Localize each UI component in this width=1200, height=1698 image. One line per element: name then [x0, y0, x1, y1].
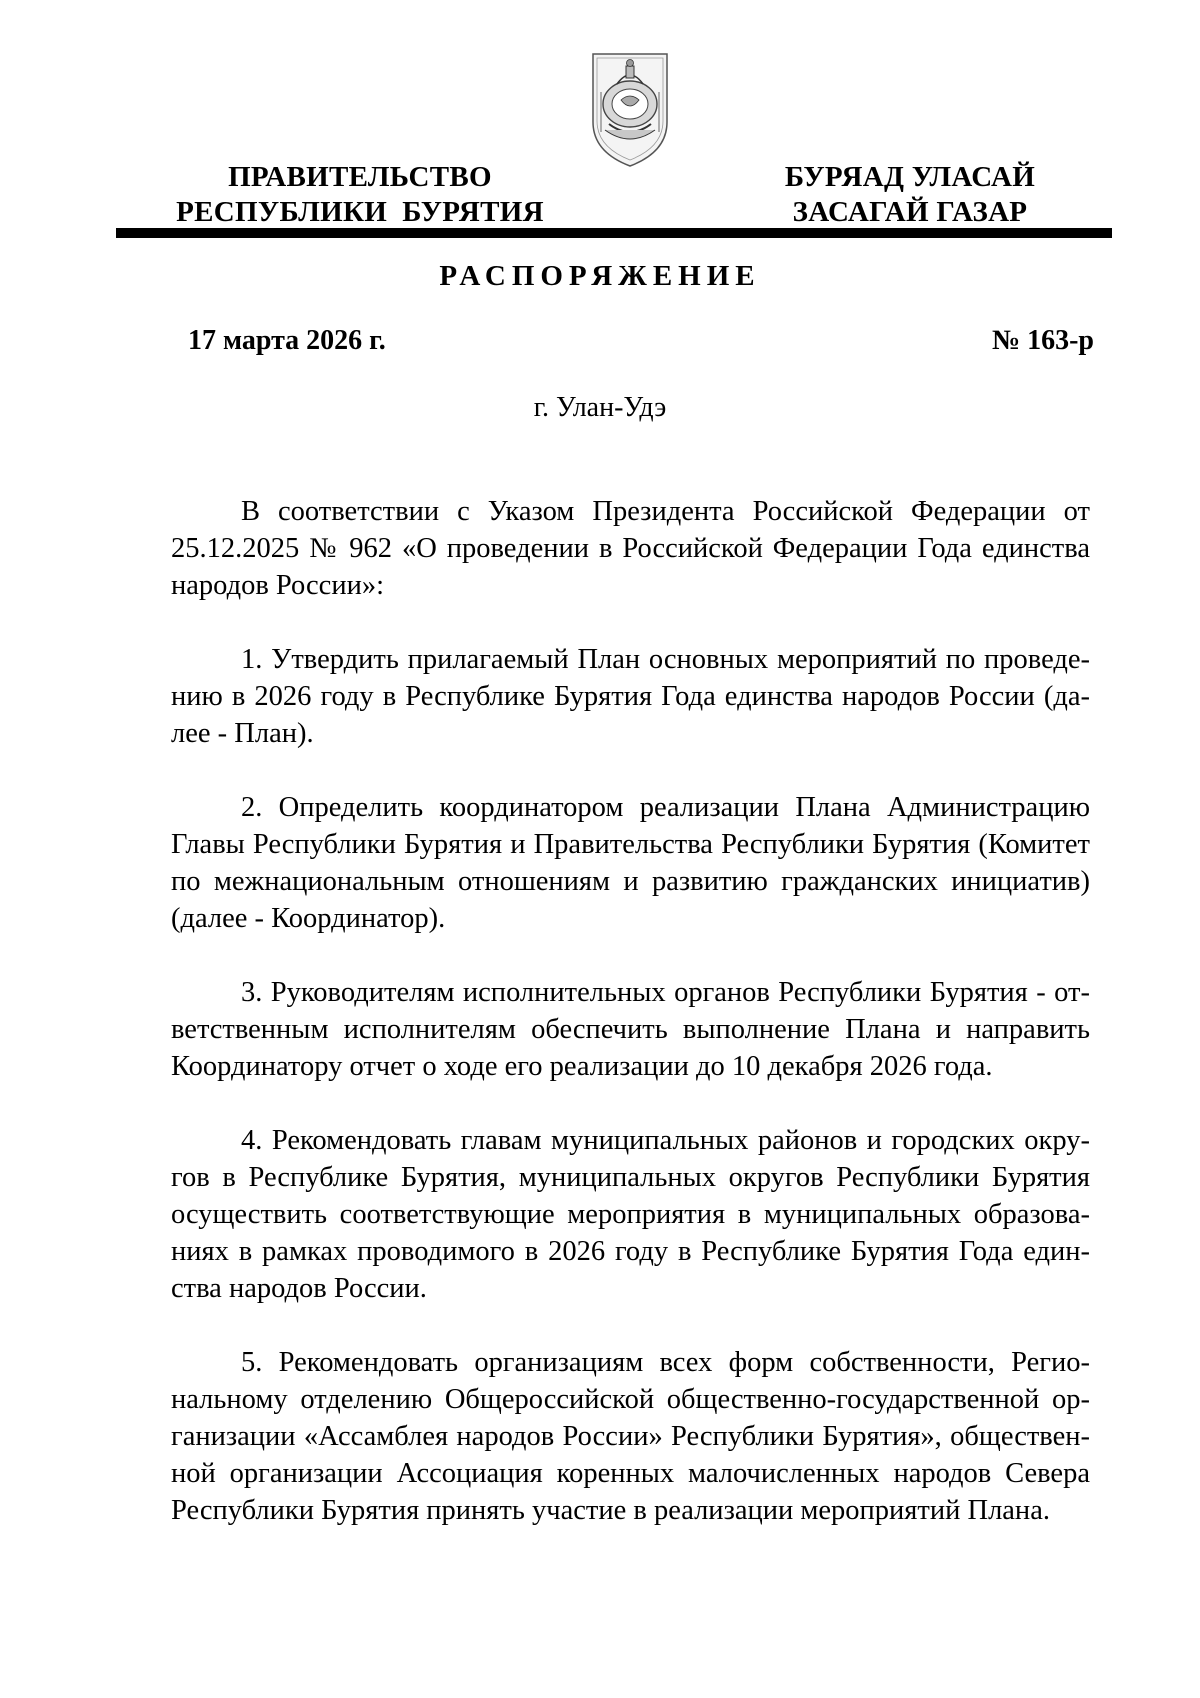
- document-type: РАСПОРЯЖЕНИЕ: [439, 260, 761, 292]
- coat-of-arms-icon: [587, 44, 673, 170]
- header-right-line-1: БУРЯАД УЛАСАЙ: [784, 161, 1036, 193]
- header-left-line-1: ПРАВИТЕЛЬСТВО: [228, 161, 492, 193]
- government-name-buryat: [740, 160, 1080, 230]
- document-body: [171, 493, 1090, 1566]
- header-right-line-2: ЗАСАГАЙ ГАЗАР: [792, 196, 1028, 228]
- paragraph-item-2: 2. Определить координатором реализации Плана Администрацию Главы Республики Бурятия и Правительства Республики Бурятия (Комитет по межнациональным отношениям и развитию гражданских инициатив) (далее - Координатор).: [171, 792, 1090, 934]
- paragraph-preamble: В соответствии с Указом Президента Российской Федерации от 25.12.2025 № 962 «О проведении в Российской Федерации Года единства народов России»:: [171, 496, 1090, 601]
- paragraph-item-1: 1. Утвердить прилагаемый План основных мероприятий по проведению в 2026 году в Республике Бурятия Года единства народов России (далее - План).: [171, 644, 1090, 749]
- header-divider: [116, 228, 1112, 238]
- document-date: 17 марта 2026 г.: [188, 325, 386, 356]
- paragraph-item-4: 4. Рекомендовать главам муниципальных районов и городских округов в Республике Бурятия, муниципальных округов Республики Бурятия осуществить соответствующие мероприятия в муниципальных образованиях в рамках проводимого в 2026 году в Республике Бурятия Года единства народов России.: [171, 1125, 1090, 1304]
- paragraph-item-3: 3. Руководителям исполнительных органов Республики Бурятия - ответственным исполнителям обеспечить выполнение Плана и направить Координатору отчет о ходе его реализации до 10 декабря 2026 года.: [171, 977, 1090, 1082]
- paragraph-item-5: 5. Рекомендовать организациям всех форм собственности, Региональному отделению Общероссийской общественно-государственной организации «Ассамблея народов России» Республики Бурятия», общественной организации Ассоциация коренных малочисленных народов Севера Республики Бурятия принять участие в реализации мероприятий Плана.: [171, 1347, 1090, 1526]
- document-city: г. Улан-Удэ: [533, 392, 667, 423]
- document-number: № 163-р: [991, 325, 1094, 356]
- header-left-line-2: РЕСПУБЛИКИ БУРЯТИЯ: [176, 196, 544, 228]
- government-name-russian: [160, 160, 560, 230]
